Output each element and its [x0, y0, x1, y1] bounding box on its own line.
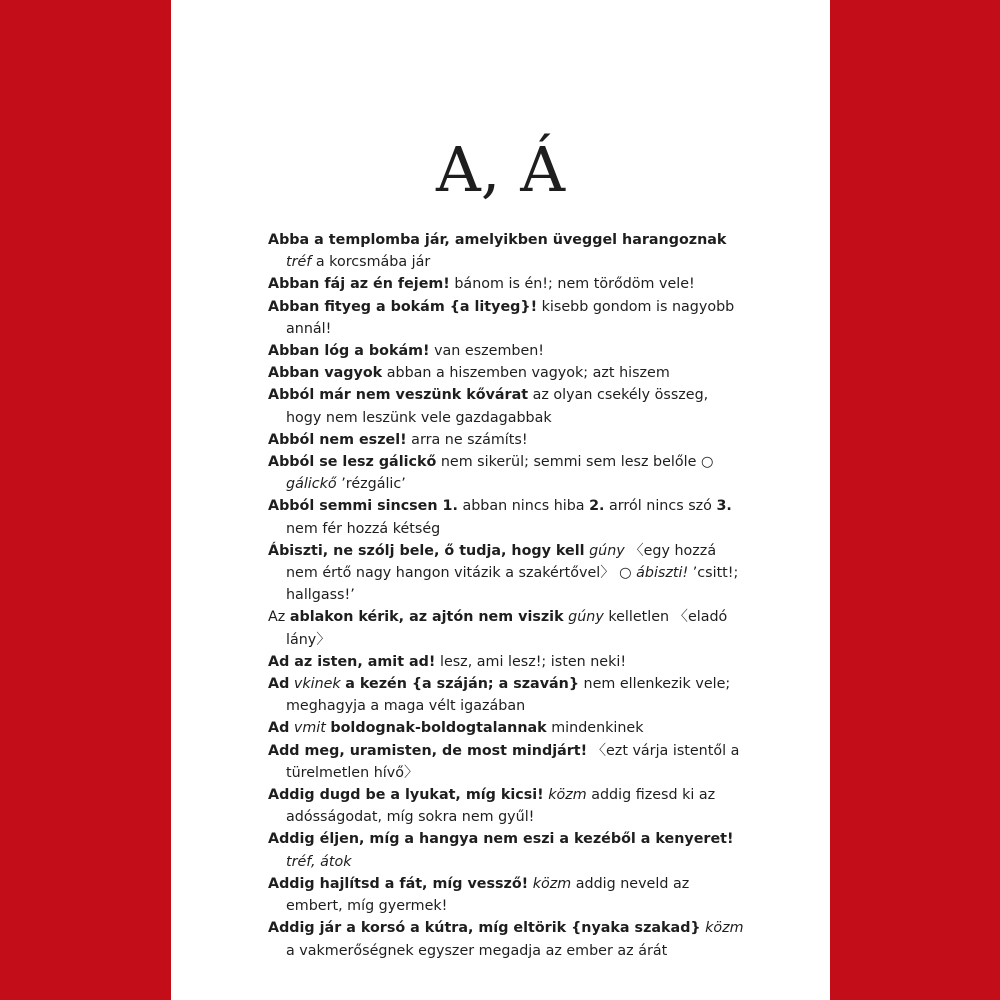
- entry-headword: Addig jár a korsó a kútra, míg eltörik {nyaka szakad}: [268, 920, 701, 937]
- dictionary-entry: [268, 673, 744, 717]
- dictionary-entry: [268, 362, 744, 384]
- dictionary-page: [171, 0, 830, 1000]
- entry-label: gúny: [568, 609, 604, 626]
- dictionary-entry: [268, 451, 744, 495]
- entry-headword: a kezén {a száján; a szaván}: [345, 676, 580, 693]
- entry-headword: Abból már nem veszünk kővárat: [268, 387, 529, 404]
- entry-label: gúny: [589, 542, 625, 559]
- entry-text: 〈egy hozzá nem értő nagy hangon vitázik a szakértővel〉 ○: [286, 542, 717, 582]
- entry-text: lesz, ami lesz!; isten neki!: [435, 653, 627, 670]
- entry-headword: Abba a templomba jár, amelyikben üveggel harangoznak: [268, 232, 727, 248]
- entry-label: vmit: [293, 720, 326, 737]
- entry-label: közm: [532, 875, 572, 892]
- dictionary-entry: [268, 384, 744, 428]
- entry-headword: 2.: [589, 498, 605, 515]
- entry-headword: 3.: [716, 498, 732, 515]
- right-red-border: [830, 0, 1000, 1000]
- dictionary-entry: [268, 495, 744, 539]
- entry-text: nem fér hozzá kétség: [286, 520, 441, 537]
- entry-headword: Abból nem eszel!: [268, 431, 407, 448]
- entry-label: közm: [548, 787, 587, 804]
- left-red-border: [0, 0, 171, 1000]
- entry-headword: Addig dugd be a lyukat, míg kicsi!: [268, 787, 544, 804]
- entry-text: nem ellenkezik vele; meghagyja a maga vélt igazában: [286, 676, 731, 715]
- entry-headword: Abban lóg a bokám!: [268, 343, 430, 360]
- entry-text: 〈ezt várja istentől a türelmetlen hívő〉: [286, 742, 740, 781]
- dictionary-entry: [268, 651, 744, 673]
- dictionary-entry: [268, 273, 744, 295]
- entry-text: arról nincs szó: [604, 498, 717, 515]
- entry-headword: Abban fityeg a bokám {a lityeg}!: [268, 298, 538, 315]
- dictionary-entry: [268, 229, 744, 273]
- entry-headword: Ad: [268, 676, 290, 693]
- entry-headword: Abból se lesz gálickő: [268, 454, 437, 471]
- dictionary-entry: [268, 917, 744, 961]
- entry-text: Az: [268, 609, 290, 626]
- entry-text: az olyan csekély összeg, hogy nem leszünk vele gazdagabbak: [286, 387, 709, 426]
- entry-text: nem sikerül; semmi sem lesz belőle ○: [436, 454, 714, 471]
- entry-list: [268, 229, 744, 962]
- entry-headword: Ábiszti, ne szólj bele, ő tudja, hogy kell: [268, 542, 585, 559]
- entry-text: kelletlen 〈eladó lány〉: [286, 609, 728, 648]
- entry-label: tréf, átok: [286, 853, 352, 870]
- entry-headword: Ad az isten, amit ad!: [268, 653, 436, 670]
- entry-label: vkinek: [293, 676, 341, 693]
- entry-headword: Add meg, uramisten, de most mindjárt!: [268, 742, 588, 759]
- dictionary-entry: [268, 740, 744, 784]
- dictionary-entry: [268, 429, 744, 451]
- dictionary-entry: [268, 784, 744, 828]
- letter-heading: A, Á: [436, 133, 565, 206]
- dictionary-entry: [268, 828, 744, 872]
- entry-text: mindenkinek: [546, 720, 644, 737]
- entry-text: a vakmerőségnek egyszer megadja az ember az árát: [286, 942, 668, 959]
- dictionary-entry: [268, 296, 744, 340]
- entry-headword: ablakon kérik, az ajtón nem viszik: [289, 609, 564, 626]
- entry-text: abban a hiszemben vagyok; azt hiszem: [382, 365, 670, 382]
- entry-text: bánom is én!; nem törődöm vele!: [449, 276, 695, 293]
- entry-text: arra ne számíts!: [406, 431, 528, 448]
- entry-label: ábiszti!: [636, 565, 689, 582]
- entry-headword: Abból semmi sincsen 1.: [268, 498, 458, 515]
- entry-headword: Abban vagyok: [268, 365, 383, 382]
- entry-text: a korcsmába jár: [311, 254, 431, 271]
- entry-text: addig fizesd ki az adósságodat, míg sokra nem gyűl!: [286, 787, 716, 826]
- entry-text: addig neveld az embert, míg gyermek!: [286, 875, 690, 915]
- dictionary-entry: [268, 340, 744, 362]
- dictionary-entry: [268, 873, 744, 917]
- entry-text: ’rézgálic’: [336, 476, 406, 493]
- entry-headword: Ad: [268, 720, 290, 737]
- dictionary-entry: [268, 540, 744, 607]
- entry-label: gálickő: [286, 476, 337, 493]
- entry-text: kisebb gondom is nagyobb annál!: [286, 298, 735, 337]
- entry-headword: boldognak-boldogtalannak: [330, 720, 547, 737]
- entry-label: tréf: [286, 254, 312, 271]
- dictionary-entry: [268, 717, 744, 739]
- entry-text: ’csitt!; hallgass!’: [286, 565, 739, 604]
- entry-headword: Addig éljen, míg a hangya nem eszi a kezéből a kenyeret!: [268, 831, 734, 848]
- entry-text: van eszemben!: [429, 343, 545, 360]
- entry-text: abban nincs hiba: [457, 498, 590, 515]
- dictionary-entry: [268, 606, 744, 650]
- entry-label: közm: [705, 920, 744, 937]
- entry-headword: Abban fáj az én fejem!: [268, 276, 450, 293]
- entry-headword: Addig hajlítsd a fát, míg vessző!: [268, 875, 529, 892]
